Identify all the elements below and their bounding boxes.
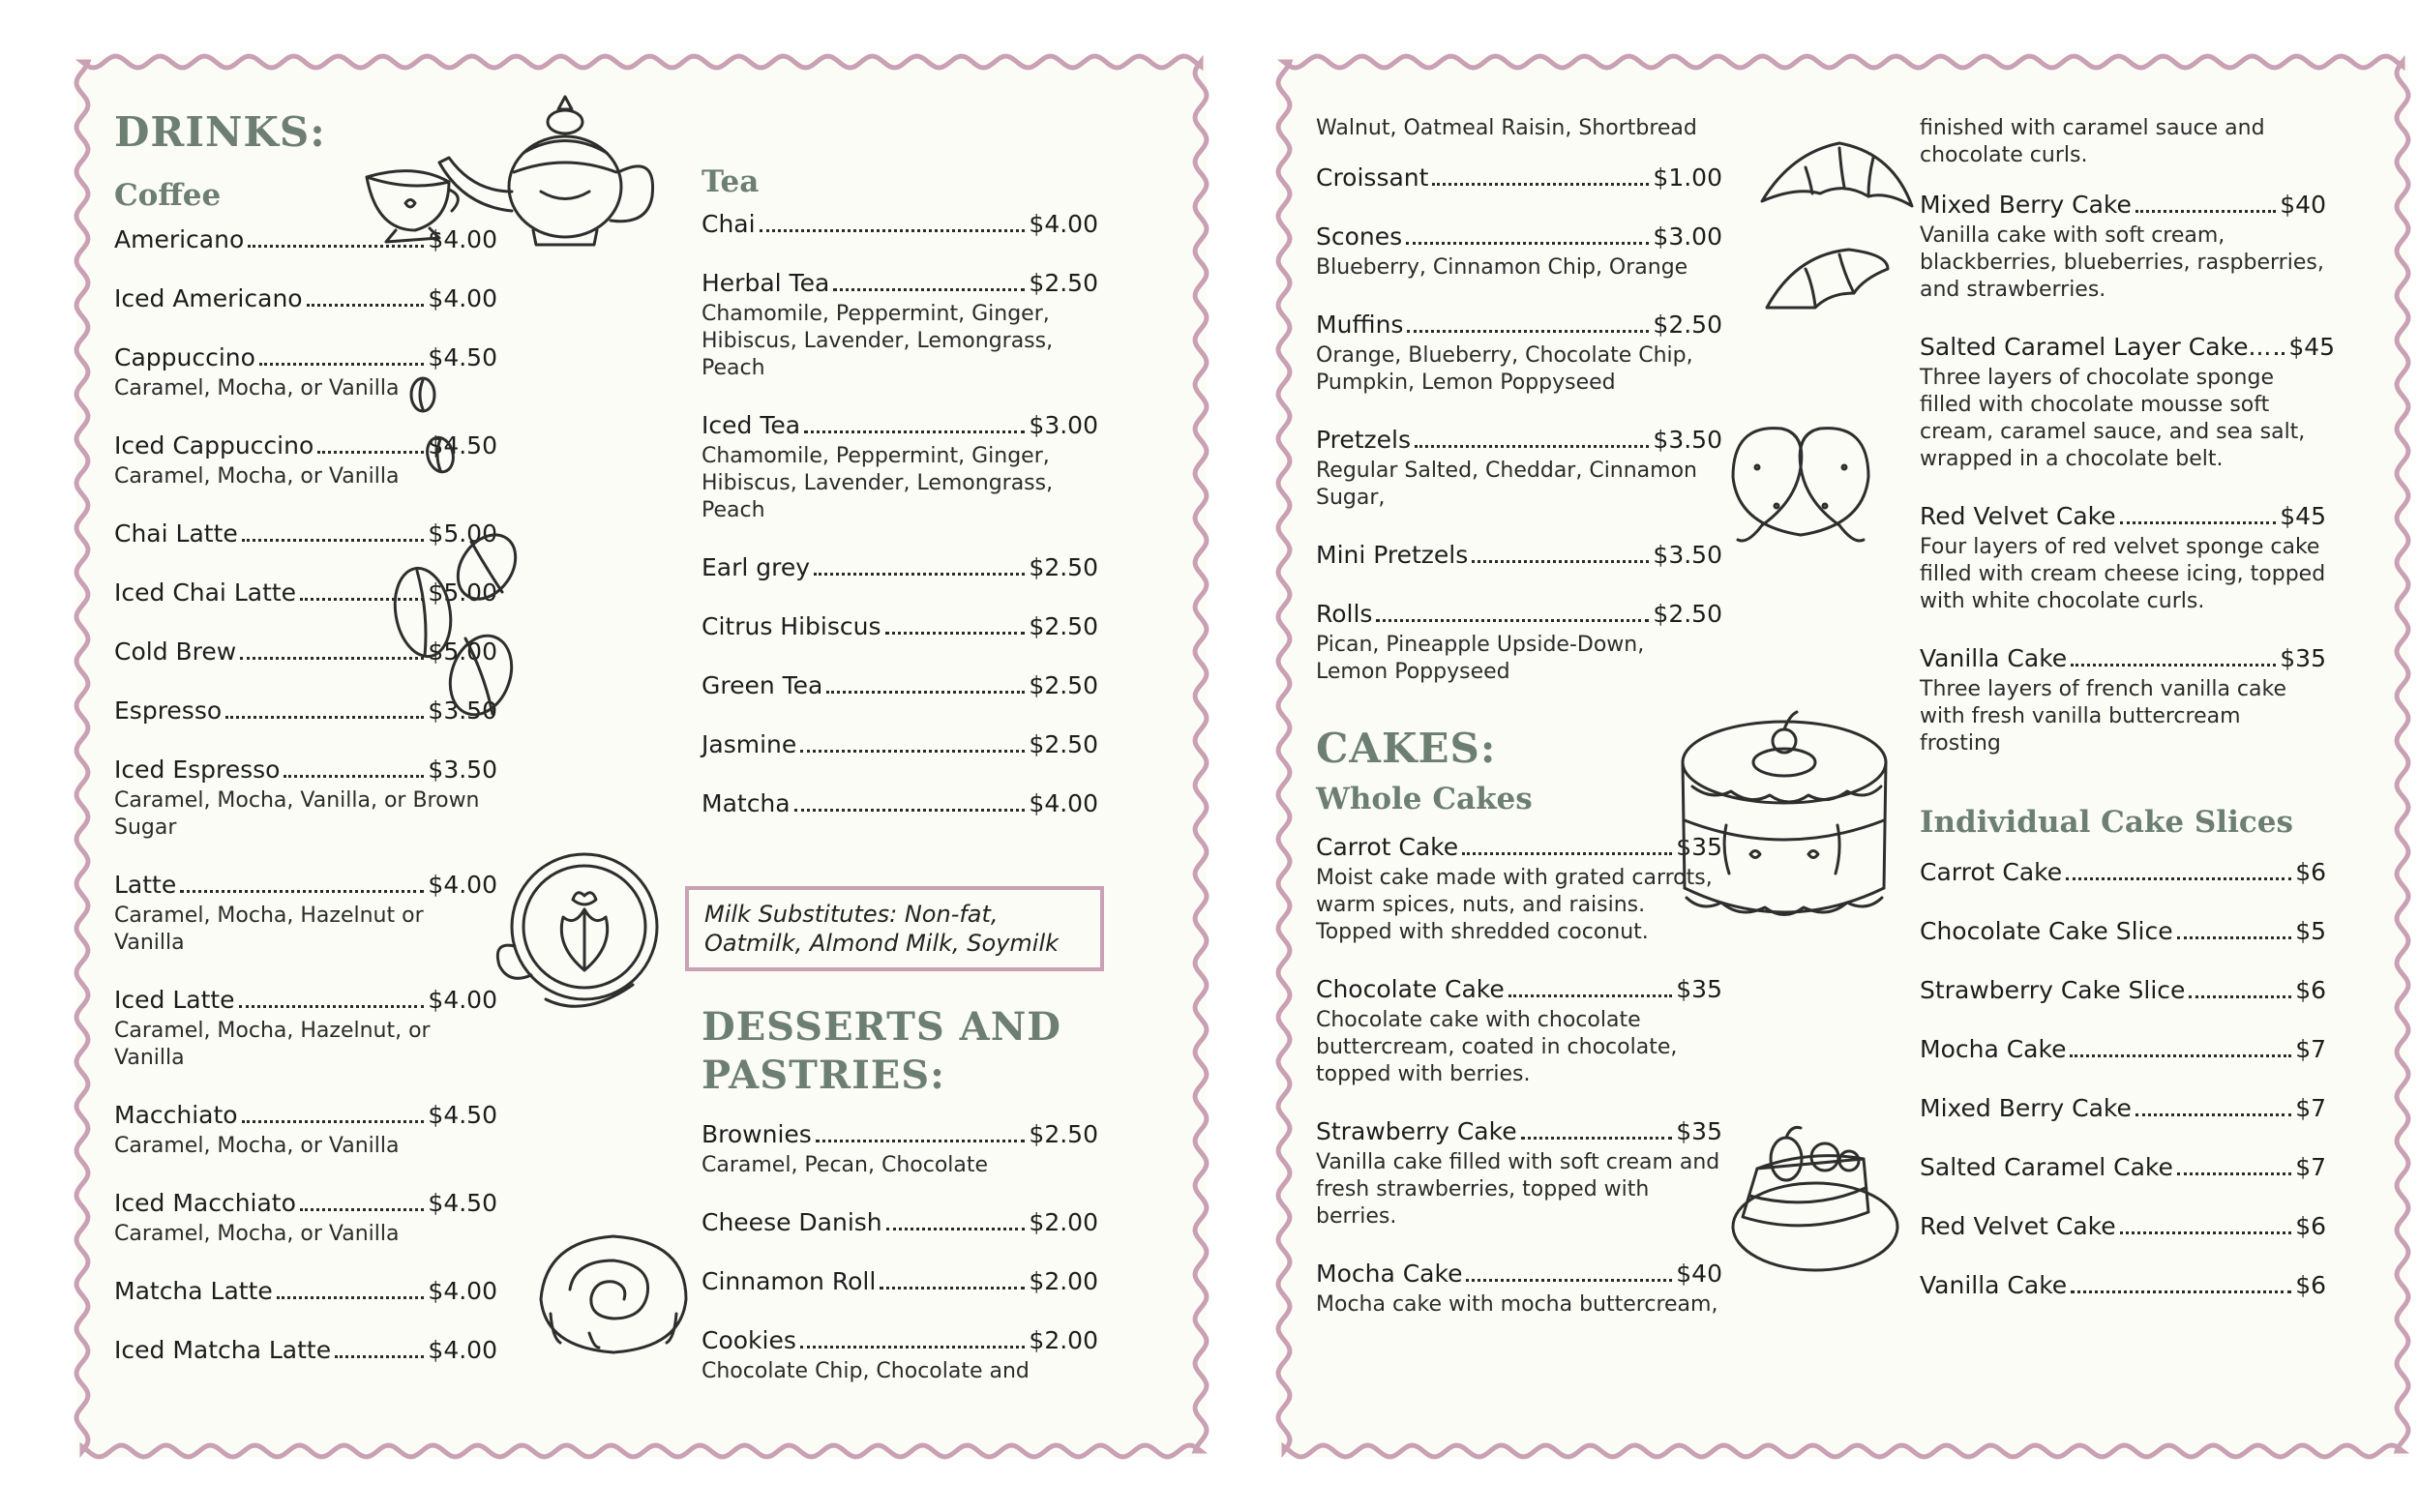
pastries-continued-desc: Walnut, Oatmeal Raisin, Shortbread <box>1316 116 1697 140</box>
dot-leader <box>180 890 424 893</box>
dot-leader <box>2135 1113 2291 1116</box>
menu-item-row <box>702 268 1098 299</box>
coffee-item <box>114 870 497 957</box>
item-price: $4.00 <box>1029 789 1098 817</box>
menu-item-row <box>702 729 1098 760</box>
whole-cake-item <box>1316 832 1722 946</box>
menu-item-row <box>1920 1093 2326 1124</box>
item-name: Scones <box>1316 222 1403 251</box>
menu-item-row <box>702 1266 1098 1297</box>
item-price: $6 <box>2295 1271 2326 1299</box>
dot-leader <box>804 430 1025 433</box>
item-description: Chocolate Chip, Chocolate and <box>702 1359 1030 1383</box>
menu-item-row <box>1920 501 2326 532</box>
tea-item <box>702 788 1098 819</box>
dot-leader <box>2177 936 2292 939</box>
item-price: $6 <box>2295 858 2326 886</box>
item-name: Mocha Cake <box>1920 1035 2067 1063</box>
item-description: Chamomile, Peppermint, Ginger, Hibiscus, Lavender, Lemongrass, Peach <box>702 302 1054 380</box>
coffee-heading: Coffee <box>114 178 222 213</box>
dot-leader <box>1462 852 1672 855</box>
dot-leader <box>2275 352 2285 355</box>
menu-item-row <box>114 1335 497 1366</box>
menu-item-row <box>114 342 497 373</box>
item-price: $3.00 <box>1653 222 1722 251</box>
tea-column <box>702 164 1098 819</box>
item-name: Pretzels <box>1316 426 1412 454</box>
item-price: $45 <box>2288 333 2336 361</box>
pastry-item <box>1316 310 1722 397</box>
menu-item-row <box>702 1207 1098 1238</box>
item-name: Iced Cappuccino <box>114 431 314 460</box>
tea-item <box>702 268 1098 382</box>
item-name: Citrus Hibiscus <box>702 612 881 640</box>
item-name: Croissant <box>1316 163 1429 192</box>
cake-slice-icon <box>1718 1120 1902 1285</box>
whole-cake-item <box>1316 1116 1722 1230</box>
whole-cake-item <box>1920 190 2326 304</box>
item-description: Moist cake made with grated carrots, warm spices, nuts, and raisins. Topped with shredded coconut. <box>1316 866 1713 944</box>
item-name: Macchiato <box>114 1101 238 1129</box>
menu-item-row <box>1316 1116 1722 1147</box>
item-price: $3.50 <box>428 697 497 725</box>
dot-leader <box>2177 1172 2291 1175</box>
latte-icon <box>488 849 662 1023</box>
item-name: Matcha <box>702 789 791 817</box>
item-name: Americano <box>114 225 245 253</box>
menu-item-row <box>1316 1259 1722 1290</box>
menu-item-row <box>702 788 1098 819</box>
item-name: Muffins <box>1316 311 1404 339</box>
item-price: $35 <box>1676 975 1722 1003</box>
croissant-icon <box>1752 114 1926 337</box>
dot-leader <box>239 1005 425 1008</box>
item-price: $5.00 <box>428 578 497 607</box>
item-price: $2.00 <box>1029 1326 1098 1354</box>
item-description: Mocha cake with mocha buttercream, <box>1316 1292 1718 1317</box>
item-name: Iced Americano <box>114 284 303 312</box>
pastry-item <box>1316 599 1722 686</box>
item-description: Four layers of red velvet sponge cake filled with cream cheese icing, topped with white chocolate curls. <box>1920 535 2326 613</box>
cake-slice-item <box>1920 857 2326 888</box>
milk-substitutes-note: Milk Substitutes: Non-fat, Oatmilk, Almond Milk, Soymilk <box>685 886 1104 971</box>
item-name: Iced Macchiato <box>114 1189 296 1217</box>
menu-item-row <box>1920 1270 2326 1301</box>
menu-item-row <box>114 1276 497 1307</box>
item-name: Rolls <box>1316 600 1373 628</box>
teapot-icon <box>357 85 686 298</box>
dot-leader <box>2135 210 2276 213</box>
whole-cake-item <box>1920 332 2336 473</box>
item-description: Caramel, Mocha, Vanilla, or Brown Sugar <box>114 788 480 840</box>
dot-leader <box>1521 1137 1673 1140</box>
dot-leader <box>800 1346 1026 1349</box>
dot-leader <box>335 1355 424 1358</box>
item-price: $4.00 <box>428 1277 497 1305</box>
dot-leader <box>1466 1279 1672 1282</box>
menu-item-row <box>1920 1034 2326 1065</box>
dot-leader <box>1472 560 1649 563</box>
item-description: Pican, Pineapple Upside-Down, Lemon Poppyseed <box>1316 633 1645 684</box>
item-price: $2.50 <box>1653 311 1722 339</box>
item-description: Orange, Blueberry, Chocolate Chip, Pumpkin, Lemon Poppyseed <box>1316 343 1693 395</box>
item-price: $4.00 <box>428 1336 497 1364</box>
item-description: Chamomile, Peppermint, Ginger, Hibiscus, Lavender, Lemongrass, Peach <box>702 444 1054 522</box>
dot-leader <box>2066 877 2291 880</box>
item-price: $1.00 <box>1653 163 1722 192</box>
menu-page-left <box>76 56 1207 1457</box>
cinnamon-roll-icon <box>531 1222 696 1367</box>
item-name: Iced Chai Latte <box>114 578 297 607</box>
menu-item-row <box>702 611 1098 642</box>
dessert-item <box>702 1325 1098 1385</box>
item-price: $4.50 <box>428 343 497 371</box>
dot-leader <box>760 229 1026 232</box>
dot-leader <box>2120 521 2277 524</box>
item-description: Three layers of french vanilla cake with fresh vanilla buttercream frosting <box>1920 677 2286 756</box>
dessert-item <box>702 1266 1098 1297</box>
menu-item-row <box>114 1188 497 1219</box>
item-description: Caramel, Mocha, or Vanilla <box>114 1134 400 1158</box>
item-price: $2.00 <box>1029 1208 1098 1236</box>
dot-leader <box>2120 1231 2292 1234</box>
cake-slice-item <box>1920 916 2326 947</box>
item-description: Caramel, Mocha, Hazelnut, or Vanilla <box>114 1019 431 1070</box>
item-name: Iced Espresso <box>114 756 281 784</box>
menu-item-row <box>1920 1152 2326 1183</box>
item-name: Chocolate Cake <box>1316 975 1505 1003</box>
whole-cake-item <box>1920 501 2326 615</box>
tea-heading: Tea <box>702 164 760 199</box>
menu-item-row <box>1920 643 2326 674</box>
pastries-column <box>1316 115 1722 1319</box>
item-name: Iced Matcha Latte <box>114 1336 332 1364</box>
item-name: Iced Tea <box>702 411 801 439</box>
pastry-item <box>1316 163 1722 193</box>
item-description: Caramel, Mocha, Hazelnut or Vanilla <box>114 904 424 955</box>
item-description: Caramel, Mocha, or Vanilla <box>114 1222 400 1246</box>
layer-cake-icon <box>1673 695 1896 946</box>
menu-item-row <box>702 209 1098 240</box>
menu-item-row <box>1920 1211 2326 1242</box>
menu-item-row <box>1920 916 2326 947</box>
item-price: $35 <box>1676 833 1722 861</box>
pastry-item <box>1316 222 1722 282</box>
cake-slice-item <box>1920 1152 2326 1183</box>
pastry-item <box>1316 425 1722 512</box>
item-name: Cheese Danish <box>702 1208 882 1236</box>
dot-leader <box>259 363 424 366</box>
coffee-item <box>114 1276 497 1307</box>
item-description: Regular Salted, Cheddar, Cinnamon Sugar, <box>1316 459 1698 510</box>
desserts-column <box>702 1003 1098 1385</box>
item-name: Mixed Berry Cake <box>1920 1094 2132 1122</box>
item-price: $5 <box>2295 917 2326 945</box>
item-description: Caramel, Pecan, Chocolate <box>702 1153 989 1177</box>
dot-leader <box>794 809 1026 812</box>
cake-slice-item <box>1920 1211 2326 1242</box>
tea-item <box>702 410 1098 524</box>
menu-item-row <box>1920 332 2336 363</box>
dot-leader <box>2071 664 2276 667</box>
menu-item-row <box>1316 425 1722 456</box>
item-description: Caramel, Mocha, or Vanilla <box>114 464 400 489</box>
item-price: $40 <box>2280 191 2326 219</box>
menu-item-row <box>702 1325 1098 1356</box>
item-price: $4.00 <box>428 284 497 312</box>
item-name: Jasmine <box>702 730 797 758</box>
cakes-column-right <box>1920 115 2336 1301</box>
dot-leader <box>1406 242 1649 245</box>
item-price: $2.50 <box>1653 600 1722 628</box>
dot-leader <box>1407 330 1649 333</box>
item-name: Green Tea <box>702 671 823 699</box>
item-name: Mocha Cake <box>1316 1260 1463 1288</box>
item-name: Vanilla Cake <box>1920 1271 2068 1299</box>
dot-leader <box>885 632 1026 635</box>
cakes-heading: CAKES: <box>1316 725 1497 772</box>
menu-item-row <box>1316 974 1722 1005</box>
item-price: $2.00 <box>1029 1267 1098 1295</box>
whole-cakes-heading: Whole Cakes <box>1316 782 1533 816</box>
menu-item-row <box>114 985 497 1016</box>
menu-item-row <box>702 552 1098 583</box>
item-price: $7 <box>2295 1035 2326 1063</box>
dot-leader <box>300 1208 425 1211</box>
whole-cake-item <box>1316 1259 1722 1319</box>
dessert-item <box>702 1119 1098 1179</box>
cake-slice-item <box>1920 1093 2326 1124</box>
menu-item-row <box>1920 190 2326 221</box>
tea-item <box>702 552 1098 583</box>
item-name: Red Velvet Cake <box>1920 502 2116 530</box>
item-price: $2.50 <box>1029 612 1098 640</box>
item-price: $4.50 <box>428 1189 497 1217</box>
dot-leader <box>284 775 424 778</box>
item-name: Espresso <box>114 697 223 725</box>
menu-item-row <box>702 670 1098 701</box>
item-name: Brownies <box>702 1120 812 1148</box>
item-description: Caramel, Mocha, or Vanilla <box>114 376 400 400</box>
drinks-heading: DRINKS: <box>114 108 326 156</box>
dot-leader <box>277 1296 425 1299</box>
tea-item <box>702 729 1098 760</box>
item-price: $2.50 <box>1029 269 1098 297</box>
item-price: $7 <box>2295 1153 2326 1181</box>
item-name: Mixed Berry Cake <box>1920 191 2132 219</box>
dot-leader <box>814 573 1025 576</box>
dot-leader <box>886 1228 1026 1230</box>
item-price: $6 <box>2295 976 2326 1004</box>
menu-item-row <box>114 1100 497 1131</box>
dot-leader <box>1415 445 1649 448</box>
coffee-beans-icon <box>403 375 520 733</box>
item-name: Red Velvet Cake <box>1920 1212 2116 1240</box>
item-price: $3.50 <box>1653 426 1722 454</box>
item-name: Salted Caramel Layer Cake... <box>1920 333 2272 361</box>
item-price: $7 <box>2295 1094 2326 1122</box>
desserts-heading: DESSERTS AND PASTRIES: <box>702 1004 1061 1098</box>
menu-item-row <box>702 410 1098 441</box>
item-name: Mini Pretzels <box>1316 541 1469 569</box>
dot-leader <box>307 304 425 307</box>
whole-cake-item <box>1316 974 1722 1088</box>
item-price: $4.00 <box>1029 210 1098 238</box>
tea-item <box>702 611 1098 642</box>
item-name: Cinnamon Roll <box>702 1267 877 1295</box>
item-name: Chai <box>702 210 756 238</box>
menu-item-row <box>114 755 497 786</box>
whole-cakes-continued-desc: finished with caramel sauce and chocolate curls. <box>1920 116 2265 167</box>
tea-item <box>702 670 1098 701</box>
dot-leader <box>225 716 424 719</box>
dot-leader <box>240 657 424 660</box>
coffee-item <box>114 1100 497 1160</box>
cake-slice-item <box>1920 975 2326 1006</box>
dot-leader <box>826 691 1025 694</box>
item-price: $4.00 <box>428 225 497 253</box>
item-price: $3.00 <box>1029 411 1098 439</box>
dot-leader <box>2070 1054 2291 1057</box>
menu-page-right <box>1278 56 2408 1457</box>
item-price: $40 <box>1676 1260 1722 1288</box>
item-name: Cookies <box>702 1326 796 1354</box>
dot-leader <box>880 1287 1025 1290</box>
item-name: Matcha Latte <box>114 1277 273 1305</box>
item-name: Latte <box>114 871 177 899</box>
item-description: Blueberry, Cinnamon Chip, Orange <box>1316 255 1688 280</box>
item-price: $2.50 <box>1029 1120 1098 1148</box>
menu-item-row <box>1920 975 2326 1006</box>
cake-slice-item <box>1920 1034 2326 1065</box>
item-price: $35 <box>2280 644 2326 672</box>
menu-item-row <box>702 1119 1098 1150</box>
item-description: Vanilla cake filled with soft cream and fresh strawberries, topped with berries. <box>1316 1150 1720 1229</box>
item-description: Vanilla cake with soft cream, blackberries, blueberries, raspberries, and strawberries. <box>1920 223 2324 302</box>
item-price: $5.00 <box>428 519 497 548</box>
cake-slice-item <box>1920 1270 2326 1301</box>
dot-leader <box>1376 619 1649 622</box>
item-name: Herbal Tea <box>702 269 830 297</box>
item-description: Three layers of chocolate sponge filled with chocolate mousse soft cream, caramel sauce, and sea salt, wrapped in a chocolate belt. <box>1920 366 2306 471</box>
menu-item-row <box>1316 310 1722 341</box>
item-name: Cold Brew <box>114 637 237 666</box>
item-price: $3.50 <box>428 756 497 784</box>
dot-leader <box>1508 994 1673 997</box>
item-name: Strawberry Cake <box>1316 1117 1517 1145</box>
coffee-item <box>114 1188 497 1248</box>
menu-item-row <box>114 870 497 901</box>
item-price: $2.50 <box>1029 553 1098 581</box>
menu-item-row <box>1316 163 1722 193</box>
tea-item <box>702 209 1098 240</box>
coffee-item <box>114 1335 497 1366</box>
dot-leader <box>2071 1290 2291 1293</box>
dot-leader <box>2189 995 2291 998</box>
item-name: Strawberry Cake Slice <box>1920 976 2186 1004</box>
menu-item-row <box>1316 832 1722 863</box>
coffee-item <box>114 985 497 1072</box>
dot-leader <box>242 539 425 542</box>
menu-item-row <box>1920 857 2326 888</box>
pastry-item <box>1316 540 1722 571</box>
item-price: $5.00 <box>428 637 497 666</box>
cake-slices-heading: Individual Cake Slices <box>1920 805 2293 840</box>
menu-item-row <box>1316 540 1722 571</box>
item-name: Chocolate Cake Slice <box>1920 917 2173 945</box>
item-price: $4.00 <box>428 871 497 899</box>
item-name: Earl grey <box>702 553 811 581</box>
item-price: $2.50 <box>1029 671 1098 699</box>
dessert-item <box>702 1207 1098 1238</box>
dot-leader <box>833 288 1025 291</box>
item-price: $2.50 <box>1029 730 1098 758</box>
item-name: Cappuccino <box>114 343 255 371</box>
pretzel-icon <box>1718 409 1883 554</box>
menu-item-row <box>1316 222 1722 252</box>
dot-leader <box>242 1120 425 1123</box>
whole-cake-item <box>1920 643 2326 757</box>
item-price: $4.00 <box>428 986 497 1014</box>
item-name: Salted Caramel Cake <box>1920 1153 2173 1181</box>
item-name: Iced Latte <box>114 986 235 1014</box>
item-name: Vanilla Cake <box>1920 644 2068 672</box>
item-name: Chai Latte <box>114 519 238 548</box>
item-price: $4.50 <box>428 1101 497 1129</box>
dot-leader <box>1432 183 1649 186</box>
item-name: Carrot Cake <box>1920 858 2063 886</box>
item-price: $4.50 <box>428 431 497 460</box>
coffee-item <box>114 755 497 842</box>
dot-leader <box>800 750 1025 753</box>
dot-leader <box>816 1140 1026 1142</box>
item-price: $3.50 <box>1653 541 1722 569</box>
item-description: Chocolate cake with chocolate buttercream, coated in chocolate, topped with berries. <box>1316 1008 1678 1086</box>
menu-item-row <box>1316 599 1722 630</box>
item-price: $6 <box>2295 1212 2326 1240</box>
item-name: Carrot Cake <box>1316 833 1459 861</box>
item-price: $35 <box>1676 1117 1722 1145</box>
item-price: $45 <box>2280 502 2326 530</box>
